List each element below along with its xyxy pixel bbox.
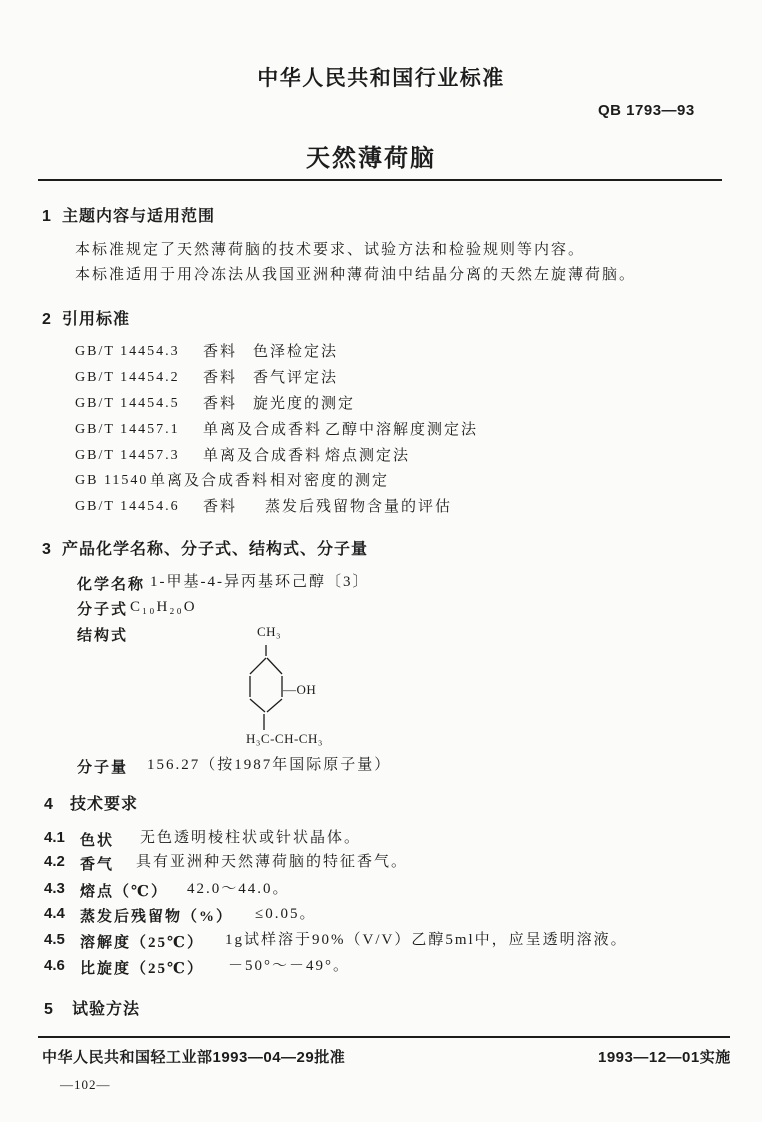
section-1-paragraph: 本标准规定了天然薄荷脑的技术要求、试验方法和检验规则等内容。 (75, 242, 586, 258)
section-5-title: 试验方法 (72, 1001, 141, 1018)
requirement-label: 熔点（℃） (80, 884, 168, 900)
reference-code: GB 11540 (75, 473, 149, 488)
requirement-number: 4.5 (44, 931, 65, 948)
section-4-number: 4 (44, 796, 54, 813)
section-3-number: 3 (42, 541, 52, 558)
reference-category: 单离及合成香料 (203, 422, 323, 438)
reference-category: 单离及合成香料 (203, 448, 323, 464)
requirement-label: 香气 (80, 857, 115, 873)
reference-code: GB/T 14454.3 (75, 344, 180, 359)
section-2-number: 2 (42, 311, 52, 328)
requirement-label: 比旋度（25℃） (80, 961, 204, 977)
page-number: —102— (60, 1077, 111, 1092)
effective-date: 1993—12—01实施 (598, 1049, 731, 1066)
reference-code: GB/T 14457.1 (75, 422, 180, 437)
chemical-name-label: 化学名称 (77, 577, 146, 593)
reference-name: 熔点测定法 (325, 448, 411, 464)
molecular-formula: C₁₀H₂₀O (130, 599, 197, 615)
reference-category: 单离及合成香料 (150, 473, 270, 489)
reference-code: GB/T 14454.6 (75, 499, 180, 514)
reference-name: 蒸发后残留物含量的评估 (265, 499, 453, 515)
reference-code: GB/T 14454.2 (75, 370, 180, 385)
structure-label: 结构式 (77, 628, 129, 644)
reference-name: 相对密度的测定 (270, 473, 390, 489)
standard-code: QB 1793—93 (598, 102, 695, 119)
isopropyl-group: H₃C-CH-CH₃ (246, 731, 323, 746)
reference-name: 色泽检定法 (253, 344, 339, 360)
section-1-title: 主题内容与适用范围 (62, 208, 216, 225)
formula-label: 分子式 (77, 602, 129, 618)
requirement-value: 具有亚洲种天然薄荷脑的特征香气。 (136, 854, 409, 870)
requirement-value: ≤0.05。 (255, 906, 317, 922)
approval-note: 中华人民共和国轻工业部1993—04—29批准 (42, 1049, 346, 1066)
requirement-number: 4.2 (44, 853, 65, 870)
requirement-number: 4.4 (44, 905, 65, 922)
reference-name: 旋光度的测定 (253, 396, 356, 412)
requirement-value: 无色透明棱柱状或针状晶体。 (140, 830, 362, 846)
chemical-name: 1-甲基-4-异丙基环己醇〔3〕 (150, 574, 370, 590)
section-4-title: 技术要求 (70, 796, 139, 813)
requirement-label: 蒸发后残留物（%） (80, 909, 234, 925)
reference-category: 香料 (203, 396, 238, 412)
requirement-number: 4.6 (44, 957, 65, 974)
reference-code: GB/T 14454.5 (75, 396, 180, 411)
requirement-number: 4.1 (44, 829, 65, 846)
org-standard-heading: 中华人民共和国行业标准 (257, 67, 505, 90)
footer-rule (38, 1036, 730, 1038)
section-5-number: 5 (44, 1001, 54, 1018)
reference-code: GB/T 14457.3 (75, 448, 180, 463)
requirement-value: 1g试样溶于90%（V/V）乙醇5ml中，应呈透明溶液。 (225, 932, 628, 948)
requirement-value: 42.0～44.0。 (187, 881, 290, 897)
requirement-label: 色状 (80, 833, 115, 849)
section-3-title: 产品化学名称、分子式、结构式、分子量 (62, 541, 369, 558)
reference-name: 乙醇中溶解度测定法 (325, 422, 479, 438)
requirement-value: －50°～－49°。 (228, 958, 350, 974)
reference-category: 香料 (203, 344, 238, 360)
molecular-weight-label: 分子量 (77, 760, 129, 776)
section-1-paragraph: 本标准适用于用冷冻法从我国亚洲种薄荷油中结晶分离的天然左旋薄荷脑。 (75, 267, 637, 283)
reference-category: 香料 (203, 370, 238, 386)
document-title: 天然薄荷脑 (306, 145, 436, 172)
section-1-number: 1 (42, 208, 52, 225)
requirement-label: 溶解度（25℃） (80, 935, 204, 951)
section-2-title: 引用标准 (62, 311, 131, 328)
methyl-group: CH₃ (257, 624, 282, 639)
molecular-weight: 156.27（按1987年国际原子量） (147, 757, 392, 773)
hydroxyl-group: —OH (283, 682, 317, 697)
reference-category: 香料 (203, 499, 238, 515)
header-rule (38, 179, 722, 181)
reference-name: 香气评定法 (253, 370, 339, 386)
requirement-number: 4.3 (44, 880, 65, 897)
